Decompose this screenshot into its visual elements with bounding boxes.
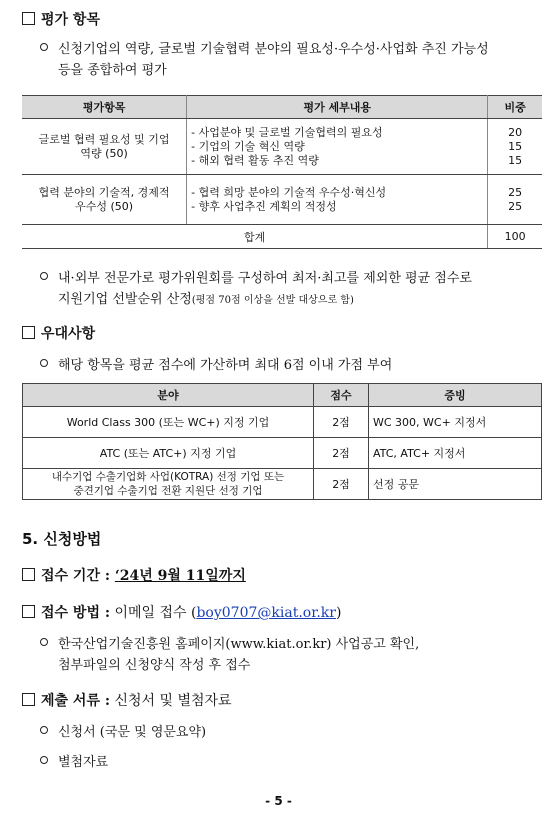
- page-number: - 5 -: [265, 794, 292, 808]
- table-header: 증빙: [369, 384, 542, 407]
- table-row: [22, 119, 542, 175]
- eval-item: 글로벌 협력 필요성 및 기업 역량 (50): [22, 119, 187, 175]
- pref-proof: 선정 공문: [369, 469, 542, 500]
- method-description: 한국산업기술진흥원 홈페이지(www.kiat.or.kr) 사업공고 확인, 첨부파일의 신청양식 작성 후 접수: [40, 634, 419, 676]
- eval-details: - 협력 희망 분야의 기술적 우수성·혁신성 - 향후 사업추진 계획의 적정성: [187, 175, 488, 225]
- table-row: [23, 438, 542, 469]
- bullet-circle-icon: [40, 272, 48, 280]
- table-row: [23, 407, 542, 438]
- email-link[interactable]: boy0707@kiat.or.kr: [196, 605, 336, 621]
- pref-proof: ATC, ATC+ 지정서: [369, 438, 542, 469]
- section-title-evaluation: 평가 항목: [22, 9, 100, 29]
- evaluation-description: 신청기업의 역량, 글로벌 기술협력 분야의 필요성·우수성·사업화 추진 가능성 등을 종합하여 평가: [40, 39, 550, 81]
- checkbox-square-icon: [22, 568, 35, 581]
- table-header: 점수: [314, 384, 369, 407]
- pref-field: World Class 300 (또는 WC+) 지정 기업: [23, 407, 314, 438]
- eval-weights: 25 25: [488, 175, 542, 225]
- table-header: 평가항목: [22, 96, 187, 119]
- pref-proof: WC 300, WC+ 지정서: [369, 407, 542, 438]
- checkbox-square-icon: [22, 605, 35, 618]
- checkbox-square-icon: [22, 693, 35, 706]
- table-row: [23, 469, 542, 500]
- total-label: 합계: [22, 225, 488, 249]
- document-item: 신청서 (국문 및 영문요약): [40, 722, 206, 743]
- bullet-circle-icon: [40, 756, 48, 764]
- bullet-circle-icon: [40, 726, 48, 734]
- eval-weights: 20 15 15: [488, 119, 542, 175]
- document-item: 별첨자료: [40, 752, 108, 773]
- table-header: 분야: [23, 384, 314, 407]
- application-period: 접수 기간 : ‘24년 9월 11일까지: [22, 565, 246, 585]
- table-header: 평가 세부내용: [187, 96, 488, 119]
- pref-field: ATC (또는 ATC+) 지정 기업: [23, 438, 314, 469]
- table-row: [22, 175, 542, 225]
- section-title-preferential: 우대사항: [22, 323, 95, 343]
- evaluation-table: [22, 95, 542, 249]
- preferential-table: [22, 383, 542, 500]
- eval-item: 협력 분야의 기술적, 경제적 우수성 (50): [22, 175, 187, 225]
- bullet-circle-icon: [40, 638, 48, 646]
- pref-score: 2점: [314, 407, 369, 438]
- table-header: 비중: [488, 96, 542, 119]
- selection-note: 내·외부 전문가로 평가위원회를 구성하여 최저·최고를 제외한 평균 점수로 지원기업 선발순위 산정(평점 70점 이상을 선발 대상으로 함): [40, 268, 555, 311]
- table-total-row: [22, 225, 542, 249]
- checkbox-square-icon: [22, 12, 35, 25]
- submission-documents: 제출 서류 : 신청서 및 별첨자료: [22, 690, 232, 710]
- checkbox-square-icon: [22, 326, 35, 339]
- pref-score: 2점: [314, 469, 369, 500]
- section-heading-application: 5. 신청방법: [22, 530, 102, 548]
- bullet-circle-icon: [40, 43, 48, 51]
- eval-details: - 사업분야 및 글로벌 기술협력의 필요성 - 기업의 기술 혁신 역량 - 해외 협력 활동 추진 역량: [187, 119, 488, 175]
- pref-field: 내수기업 수출기업화 사업(KOTRA) 선정 기업 또는 중견기업 수출기업 전환 지원단 선정 기업: [23, 469, 314, 500]
- bullet-circle-icon: [40, 359, 48, 367]
- pref-score: 2점: [314, 438, 369, 469]
- total-value: 100: [488, 225, 542, 249]
- preferential-description: 해당 항목을 평균 점수에 가산하며 최대 6점 이내 가점 부여: [40, 355, 392, 376]
- application-method: 접수 방법 : 이메일 접수 (boy0707@kiat.or.kr): [22, 602, 341, 622]
